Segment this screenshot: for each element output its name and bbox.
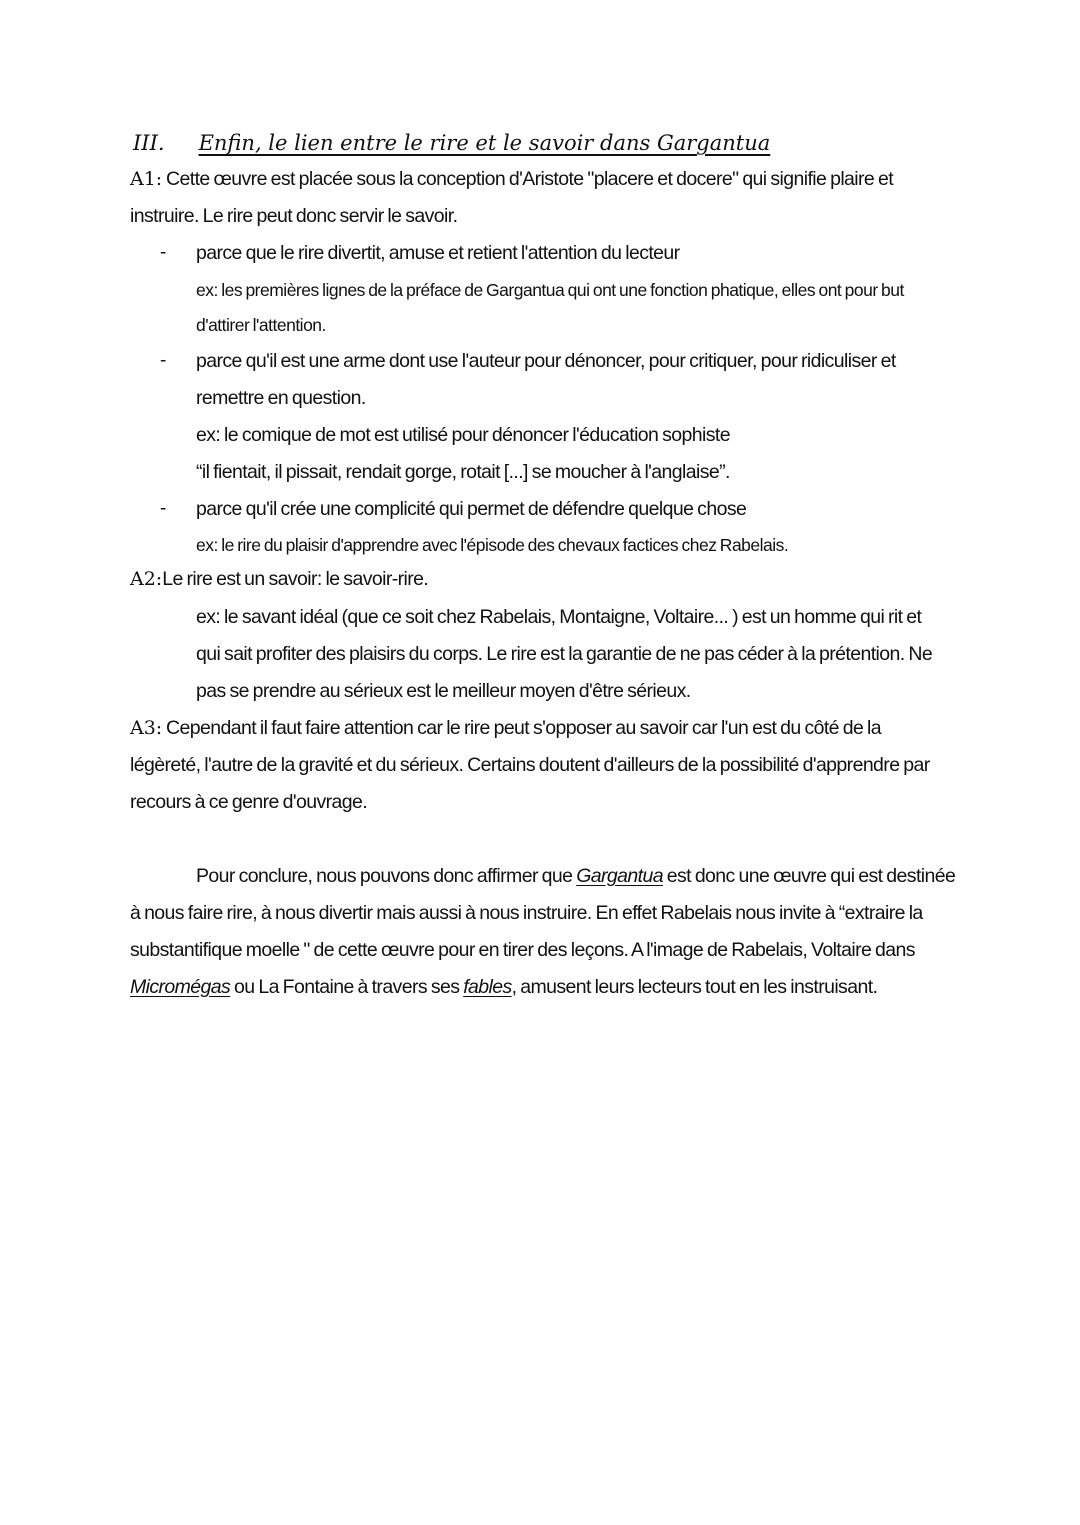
work-title-micromegas: Micromégas xyxy=(130,976,231,998)
bullet-1-example-2: d'attirer l'attention. xyxy=(196,315,326,335)
bullet-3-example-1: ex: le rire du plaisir d'apprendre avec l'épisode des chevaux factices chez Rabelais. xyxy=(196,535,789,555)
a2-example-1: ex: le savant idéal (que ce soit chez Rabelais, Montaigne, Voltaire... ) est un homme qui rit et xyxy=(196,606,922,628)
bullet-1-example-1: ex: les premières lignes de la préface de Gargantua qui ont une fonction phatique, elles ont pour but xyxy=(196,280,904,300)
a3-line-1 xyxy=(130,717,881,740)
bullet-2-example-1: ex: le comique de mot est utilisé pour dénoncer l'éducation sophiste xyxy=(196,424,730,446)
conclusion-text-4a: ou La Fontaine à travers ses xyxy=(230,976,464,998)
conclusion-text-1b: est donc une œuvre qui est destinée xyxy=(662,865,956,887)
a3-text-1: Cependant il faut faire attention car le rire peut s'opposer au savoir car l'un est du côté de la xyxy=(166,717,882,739)
a2-example-3: pas se prendre au sérieux est le meilleur moyen d'être sérieux. xyxy=(196,680,691,702)
bullet-2-text-2: remettre en question. xyxy=(196,387,366,409)
bullet-1-text: parce que le rire divertit, amuse et retient l'attention du lecteur xyxy=(196,242,680,264)
section-heading xyxy=(133,131,770,155)
a1-line-1 xyxy=(130,168,893,191)
a3-line-3: recours à ce genre d'ouvrage. xyxy=(130,791,368,813)
bullet-2-example-2: “il fientait, il pissait, rendait gorge, rotait [...] se moucher à l'anglaise”. xyxy=(196,461,730,483)
work-title-gargantua: Gargantua xyxy=(576,865,663,887)
section-number: III. xyxy=(133,131,165,155)
conclusion-line-3: substantifique moelle " de cette œuvre pour en tirer des leçons. A l'image de Rabelais, Voltaire dans xyxy=(130,939,915,961)
a2-label: A2: xyxy=(130,568,163,590)
work-title-fables: fables xyxy=(463,976,512,998)
bullet-dash-3: - xyxy=(160,498,167,519)
bullet-dash-1: - xyxy=(160,242,167,263)
a1-text-1: Cette œuvre est placée sous la conception d'Aristote "placere et docere" qui signifie plaire et xyxy=(166,168,894,190)
conclusion-line-1 xyxy=(196,865,955,888)
a2-text-1: Le rire est un savoir: le savoir-rire. xyxy=(162,568,429,590)
a2-example-2: qui sait profiter des plaisirs du corps. Le rire est la garantie de ne pas céder à la prétention. Ne xyxy=(196,643,933,665)
bullet-3-text: parce qu'il crée une complicité qui permet de défendre quelque chose xyxy=(196,498,747,520)
conclusion-line-4 xyxy=(130,976,877,999)
conclusion-line-2: à nous faire rire, à nous divertir mais aussi à nous instruire. En effet Rabelais nous invite à “extraire la xyxy=(130,902,923,924)
a1-label: A1: xyxy=(130,168,163,190)
conclusion-text-4b: , amusent leurs lecteurs tout en les instruisant. xyxy=(511,976,878,998)
bullet-dash-2: - xyxy=(160,350,167,371)
bullet-2-text: parce qu'il est une arme dont use l'auteur pour dénoncer, pour critiquer, pour ridiculiser et xyxy=(196,350,896,372)
a2-line-1 xyxy=(130,568,428,591)
a1-line-2: instruire. Le rire peut donc servir le savoir. xyxy=(130,205,458,227)
a3-line-2: légèreté, l'autre de la gravité et du sérieux. Certains doutent d'ailleurs de la possibilité d'apprendre par xyxy=(130,754,930,776)
conclusion-text-1a: Pour conclure, nous pouvons donc affirmer que xyxy=(196,865,577,887)
section-title: Enfin, le lien entre le rire et le savoir dans Gargantua xyxy=(198,131,771,155)
a3-label: A3: xyxy=(130,717,163,739)
